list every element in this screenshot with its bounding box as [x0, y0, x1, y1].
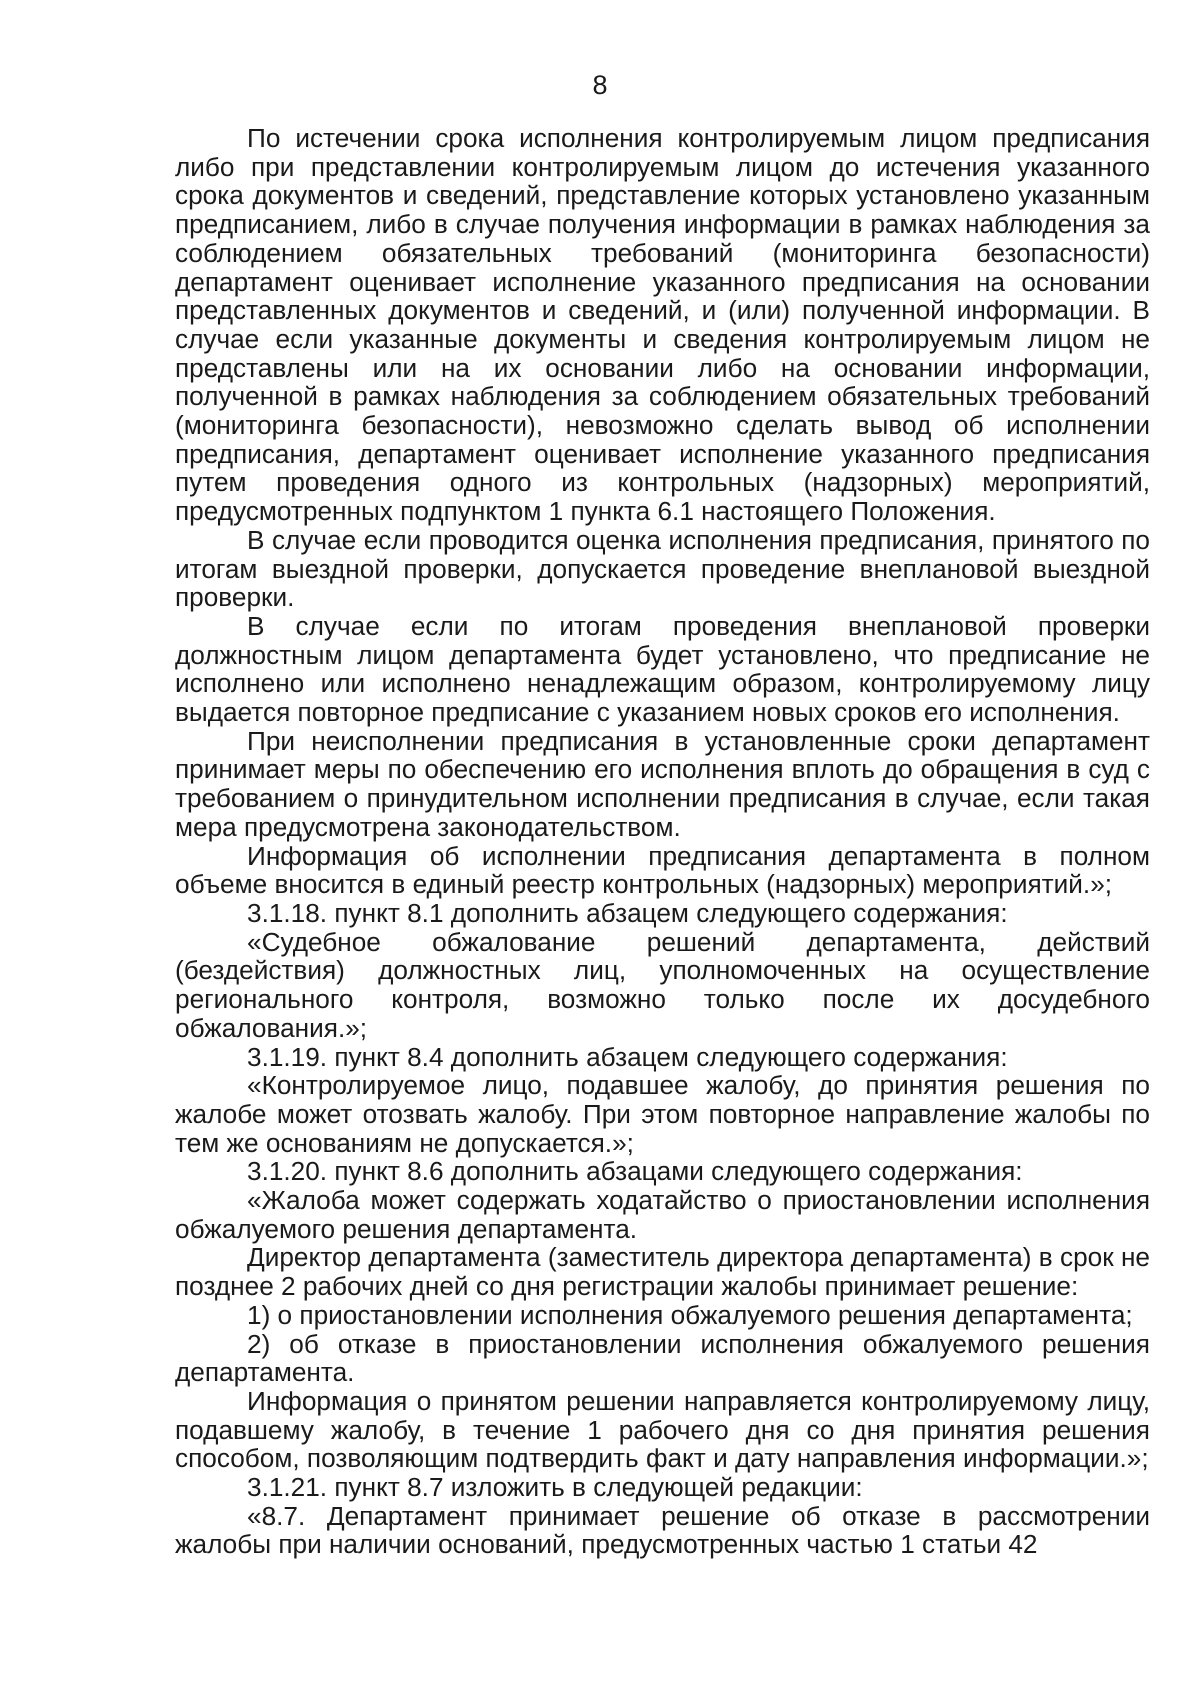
paragraph-suspension-petition: «Жалоба может содержать ходатайство о приостановлении исполнения обжалуемого решения департамента. — [175, 1185, 1150, 1244]
paragraph-clause-3-1-21: 3.1.21. пункт 8.7 изложить в следующей редакции: — [247, 1472, 863, 1503]
paragraph-registry-info: Информация об исполнении предписания департамента в полном объеме вносится в единый реестр контрольных (надзорных) мероприятий.»; — [175, 840, 1150, 900]
paragraph-decision-option-2: 2) об отказе в приостановлении исполнения обжалуемого решения департамента. — [175, 1328, 1150, 1388]
paragraph-field-inspection: В случае если проводится оценка исполнения предписания, принятого по итогам выездной проверки, допускается проведение внеплановой выездной проверки. — [175, 524, 1150, 613]
paragraph-decision-option-1: 1) о приостановлении исполнения обжалуемого решения департамента; — [247, 1299, 1133, 1330]
document-body — [175, 124, 1150, 1559]
paragraph-inspection-assessment: По истечении срока исполнения контролируемым лицом предписания либо при представлении контролируемым лицом до истечения указанного срока документов и сведений, представление которых установлено указанным предписанием, либо в случае получения информации в рамках наблюдения за соблюдением обязательных требований (мониторинга безопасности) департамент оценивает исполнение указанного предписания на основании представленных документов и сведений, и (или) полученной информации. В случае если указанные документы и сведения контролируемым лицом не представлены или на их основании либо на основании информации, полученной в рамках наблюдения за соблюдением обязательных требований (мониторинга безопасности), невозможно сделать вывод об исполнении предписания, департамент оценивает исполнение указанного предписания путем проведения одного из контрольных (надзорных) мероприятий, предусмотренных подпунктом 1 пункта 6.1 настоящего Положения. — [175, 123, 1150, 527]
page-number: 8 — [592, 70, 608, 100]
paragraph-clause-3-1-20: 3.1.20. пункт 8.6 дополнить абзацами следующего содержания: — [247, 1156, 1023, 1187]
paragraph-refusal-grounds: «8.7. Департамент принимает решение об отказе в рассмотрении жалобы при наличии оснований, предусмотренных частью 1 статьи 42 — [175, 1500, 1150, 1560]
paragraph-non-execution: При неисполнении предписания в установленные сроки департамент принимает меры по обеспечению его исполнения вплоть до обращения в суд с требованием о принудительном исполнении предписания в случае, если такая мера предусмотрена законодательством. — [175, 725, 1150, 842]
paragraph-complaint-withdrawal: «Контролируемое лицо, подавшее жалобу, до принятия решения по жалобе может отозвать жалобу. При этом повторное направление жалобы по тем же основаниям не допускается.»; — [175, 1070, 1150, 1158]
paragraph-judicial-appeal: «Судебное обжалование решений департамента, действий (бездействия) должностных лиц, уполномоченных на осуществление регионального контроля, возможно только после их досудебного обжалования.»; — [175, 926, 1150, 1043]
paragraph-director-decision: Директор департамента (заместитель директора департамента) в срок не позднее 2 рабочих дней со дня регистрации жалобы принимает решение: — [175, 1242, 1150, 1302]
paragraph-decision-notification: Информация о принятом решении направляется контролируемому лицу, подавшему жалобу, в течение 1 рабочего дня со дня принятия решения способом, позволяющим подтвердить факт и дату направления информации.»; — [175, 1385, 1150, 1474]
paragraph-clause-3-1-18: 3.1.18. пункт 8.1 дополнить абзацем следующего содержания: — [247, 897, 1008, 928]
paragraph-repeat-order: В случае если по итогам проведения внеплановой проверки должностным лицом департамента будет установлено, что предписание не исполнено или исполнено ненадлежащим образом, контролируемому лицу выдается повторное предписание с указанием новых сроков его исполнения. — [175, 610, 1150, 728]
paragraph-clause-3-1-19: 3.1.19. пункт 8.4 дополнить абзацем следующего содержания: — [247, 1041, 1008, 1072]
